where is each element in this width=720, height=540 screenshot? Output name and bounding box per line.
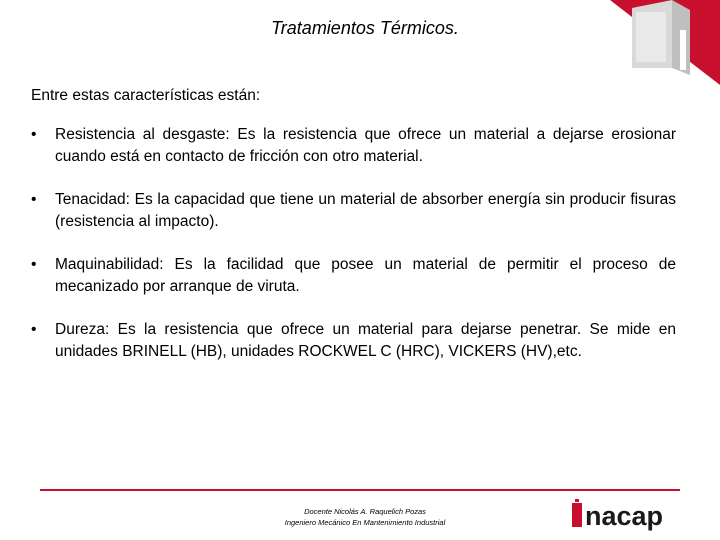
bullet-text: Tenacidad: Es la capacidad que tiene un material de absorber energía sin producir fisuras (resistencia al impacto). bbox=[55, 191, 676, 230]
list-item bbox=[31, 319, 676, 363]
page-title: Tratamientos Térmicos. bbox=[271, 18, 459, 38]
bullet-symbol: • bbox=[31, 321, 37, 338]
footer-line-1: Docente Nicolás A. Raquelich Pozas bbox=[304, 507, 426, 516]
bullet-text: Resistencia al desgaste: Es la resistencia que ofrece un material a dejarse erosionar cuando está en contacto de fricción con otro material. bbox=[55, 126, 676, 165]
list-item bbox=[31, 254, 676, 298]
intro-text: Entre estas características están: bbox=[31, 87, 261, 104]
bullet-symbol: • bbox=[31, 191, 37, 208]
list-item bbox=[31, 189, 676, 233]
bullet-symbol: • bbox=[31, 126, 37, 143]
corner-logo-graphic bbox=[610, 0, 720, 100]
list-item bbox=[31, 124, 676, 168]
footer-credits bbox=[235, 506, 495, 528]
footer-divider bbox=[40, 489, 680, 491]
bullet-text: Maquinabilidad: Es la facilidad que posee un material de permitir el proceso de mecanizado por arranque de viruta. bbox=[55, 256, 676, 295]
logo-text: nacap bbox=[585, 501, 664, 531]
footer-line-2: Ingeniero Mecánico En Mantenimiento Industrial bbox=[284, 518, 446, 527]
inacap-logo bbox=[570, 497, 695, 531]
characteristics-list bbox=[31, 124, 676, 384]
bullet-text: Dureza: Es la resistencia que ofrece un material para dejarse penetrar. Se mide en unidades BRINELL (HB), unidades ROCKWEL C (HRC), VICKERS (HV),etc. bbox=[55, 321, 676, 360]
bullet-symbol: • bbox=[31, 256, 37, 273]
